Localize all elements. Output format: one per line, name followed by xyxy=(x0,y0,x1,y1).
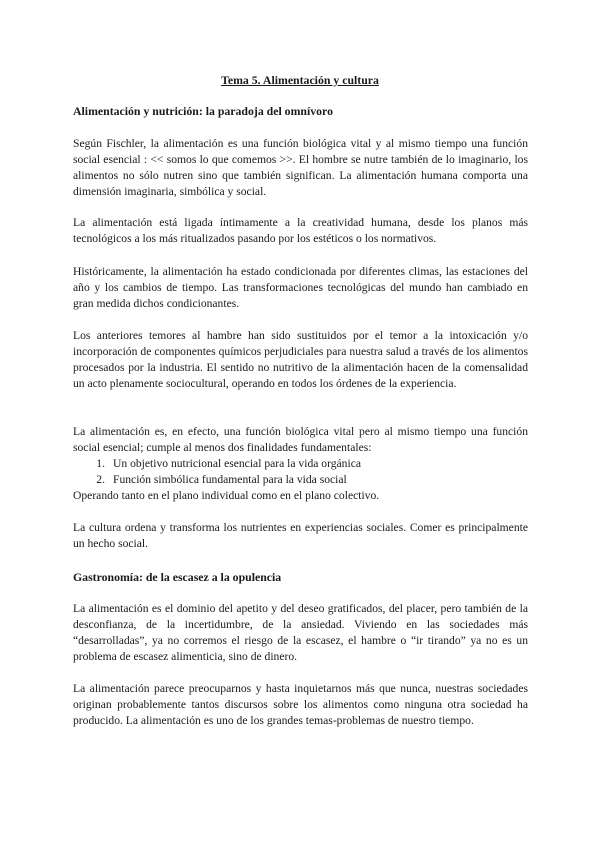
paragraph: Operando tanto en el plano individual como en el plano colectivo. xyxy=(73,489,380,502)
section-heading-nutrition: Alimentación y nutrición: la paradoja del omnívoro xyxy=(73,104,333,118)
list-item xyxy=(73,472,528,488)
paragraph: La cultura ordena y transforma los nutrientes en experiencias sociales. Comer es principalmente un hecho social. xyxy=(73,521,528,550)
paragraph: La alimentación está ligada íntimamente a la creatividad humana, desde los planos más tecnológicos a los más ritualizados pasando por los estéticos o los normativos. xyxy=(73,216,528,245)
list-number: 1. xyxy=(96,457,105,470)
paragraph: La alimentación es el dominio del apetito y del deseo gratificados, del placer, pero también de la desconfianza, de la incertidumbre, de la ansiedad. Viviendo en las sociedades más “desarrolladas”, ya no corremos el riesgo de la escasez, el hambre o “ir tirando” ya no es un problema de escasez alimenticia, sino de dinero. xyxy=(73,602,528,663)
paragraph: La alimentación es, en efecto, una función biológica vital pero al mismo tiempo una función social esencial; cumple al menos dos finalidades fundamentales: xyxy=(73,425,528,454)
list-number: 2. xyxy=(96,473,105,486)
document-title: Tema 5. Alimentación y cultura xyxy=(221,73,379,87)
list-item-text: Función simbólica fundamental para la vida social xyxy=(113,473,347,486)
paragraph: Los anteriores temores al hambre han sido sustituidos por el temor a la intoxicación y/o incorporación de componentes químicos perjudiciales para nuestra salud a través de los alimentos procesados por la industria. El sentido no nutritivo de la alimentación hacen de la comensalidad un acto plenamente sociocultural, operando en todos los órdenes de la experiencia. xyxy=(73,329,528,390)
paragraph: La alimentación parece preocuparnos y hasta inquietarnos más que nunca, nuestras sociedades originan probablemente tantos discursos sobre los alimentos como ninguna otra sociedad ha producido. La alimentación es uno de los grandes temas-problemas de nuestro tiempo. xyxy=(73,682,528,727)
paragraph: Según Fischler, la alimentación es una función biológica vital y al mismo tiempo una función social esencial : << somos lo que comemos >>. El hombre se nutre también de lo imaginario, los alimentos no sólo nutren sino que también significan. La alimentación humana comporta una dimensión imaginaria, simbólica y social. xyxy=(73,137,528,198)
section-heading-gastronomy: Gastronomía: de la escasez a la opulencia xyxy=(73,570,282,584)
paragraph: Históricamente, la alimentación ha estado condicionada por diferentes climas, las estaciones del año y los cambios de tiempo. Las transformaciones tecnológicas del mundo han cambiado en gran medida dichos condicionantes. xyxy=(73,265,528,310)
list-item xyxy=(73,456,528,472)
numbered-list xyxy=(73,456,528,488)
list-item-text: Un objetivo nutricional esencial para la vida orgánica xyxy=(113,457,361,470)
